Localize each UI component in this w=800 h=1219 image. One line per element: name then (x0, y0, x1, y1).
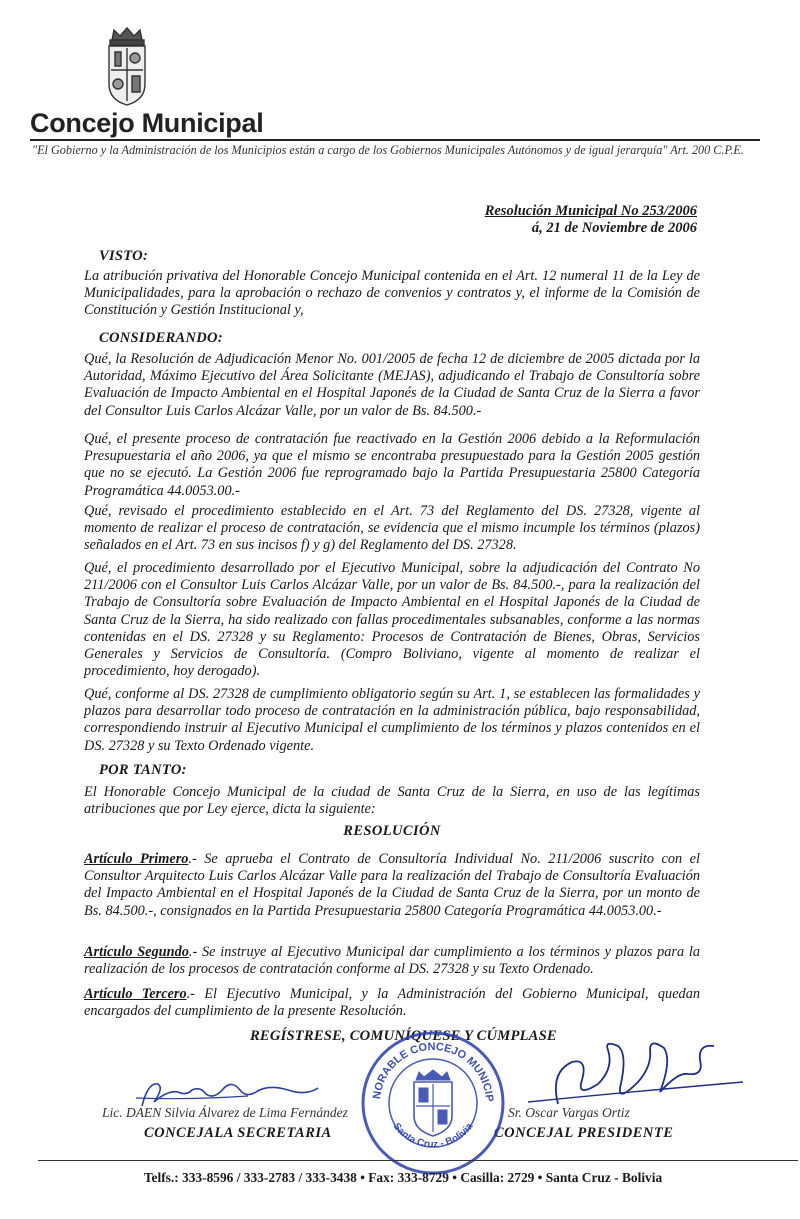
article-segundo (84, 944, 700, 978)
closing-formula: REGÍSTRESE, COMUNÍQUESE Y CÚMPLASE (250, 1028, 557, 1044)
header-motto: "El Gobierno y la Administración de los Municipios están a cargo de los Gobiernos Municipales Autónomos y de igual jerarquía" Art. 200 C.P.E. (32, 143, 744, 157)
article-tercero (84, 986, 700, 1020)
coat-of-arms-icon (104, 26, 150, 108)
considerando-paragraph: Qué, la Resolución de Adjudicación Menor No. 001/2005 de fecha 12 de diciembre de 2005 dictada por la Autoridad, Máximo Ejecutivo del Área Solicitante (MEJAS), adjudicando el Trabajo de Consultoría sobre Evaluación de Impacto Ambiental en el Hospital Japonés de la Ciudad de Santa Cruz de la Sierra a favor del Consultor Luis Carlos Alcázar Valle, por un valor de Bs. 84.500.- (84, 351, 700, 419)
article-text: .- Se aprueba el Contrato de Consultoría Individual No. 211/2006 suscrito con el Consultor Arquitecto Luis Carlos Alcázar Valle para la realización del Trabajo de Consultoría Evaluación del Impacto Ambiental en el Hospital Japonés de la Ciudad de Santa Cruz de la Sierra, por un monto de Bs. 84.500.-, consignados en la Partida Presupuestaria 25800 Categoría Programática 44.0053.00.- (84, 851, 700, 919)
article-text: .- El Ejecutivo Municipal, y la Administración del Gobierno Municipal, quedan encargados del cumplimiento de la presente Resolución. (84, 986, 700, 1020)
article-label: Artículo Primero (84, 851, 189, 867)
signatory-role: CONCEJAL PRESIDENTE (494, 1125, 674, 1141)
visto-text: La atribución privativa del Honorable Concejo Municipal contenida en el Art. 12 numeral 11 de la Ley de Municipalidades, para la aprobación o rechazo de convenios y contratos y, el informe de la Comisión de Constitución y Gestión Institucional y, (84, 268, 700, 319)
por-tanto-text: El Honorable Concejo Municipal de la ciudad de Santa Cruz de la Sierra, en uso de las legítimas atribuciones que por Ley ejerce, dicta la siguiente: (84, 784, 700, 818)
signatory-name: Sr. Oscar Vargas Ortiz (508, 1105, 630, 1120)
considerando-heading: CONSIDERANDO: (99, 330, 223, 346)
signatory-role: CONCEJALA SECRETARIA (144, 1125, 332, 1141)
seal-city: Santa Cruz - Bolivia (390, 1121, 476, 1151)
footer-divider (38, 1160, 798, 1161)
footer-contact: Telfs.: 333-8596 / 333-2783 / 333-3438 • Fax: 333-8729 • Casilla: 2729 • Santa Cruz - Bolivia (143, 1170, 663, 1185)
resolution-number: Resolución Municipal No 253/2006 (484, 203, 697, 219)
seal-text: HONORABLE CONCEJO MUNICIPAL (353, 1019, 496, 1102)
signatory-name: Lic. DAEN Silvia Álvarez de Lima Fernández (102, 1105, 348, 1120)
article-primero (84, 851, 700, 920)
article-label: Artículo Tercero (84, 986, 187, 1002)
visto-heading: VISTO: (99, 248, 149, 264)
resolution-date: á, 21 de Noviembre de 2006 (531, 220, 697, 236)
resolucion-heading: RESOLUCIÓN (343, 823, 441, 839)
article-label: Artículo Segundo (84, 944, 189, 960)
por-tanto-heading: POR TANTO: (99, 762, 187, 778)
org-title: Concejo Municipal (30, 108, 264, 138)
considerando-paragraph: Qué, el presente proceso de contratación fue reactivado en la Gestión 2006 debido a la Reformulación Presupuestaria el año 2006, ya que el mismo se encontraba presupuestado para la Gestión 2005 gestión que no se ejecutó. La Gestión 2006 fue reprogramado bajo la Partida Presupuestaria 25800 Categoría Programática 44.0053.00.- (84, 431, 700, 499)
considerando-paragraph: Qué, el procedimiento desarrollado por el Ejecutivo Municipal, sobre la adjudicación del Contrato No 211/2006 con el Consultor Luis Carlos Alcázar Valle, por un valor de Bs. 84.500.-, para la realización del Trabajo de Consultoría sobre Evaluación de Impacto Ambiental en el Hospital Japonés de la Ciudad de Santa Cruz de la Sierra, ha sido realizado con fallas procedimentales subsanables, conforme a las normas contenidas en el DS. 27328 y su Reglamento: Procesos de Contratación de Bienes, Obras, Servicios Generales y Servicios de Consultoría. (Compro Boliviano, vigente al momento de realizar el procedimiento, hoy derogado). (84, 560, 700, 680)
considerando-paragraph: Qué, conforme al DS. 27328 de cumplimiento obligatorio según su Art. 1, se establecen las formalidades y plazos para desarrollar todo proceso de contratación en la administración pública, bajo responsabilidad, correspondiendo instruir al Ejecutivo Municipal el cumplimiento de los términos y plazos contenidos en el DS. 27328 y su Texto Ordenado vigente. (84, 686, 700, 754)
article-text: .- Se instruye al Ejecutivo Municipal dar cumplimiento a los términos y plazos para la realización de los procesos de contratación conforme al DS. 27328 y su Texto Ordenado. (84, 944, 701, 978)
header-divider (30, 139, 760, 141)
considerando-paragraph: Qué, revisado el procedimiento establecido en el Art. 73 del Reglamento del DS. 27328, vigente al momento de realizar el proceso de contratación, se evidencia que el mismo incumple los términos (plazos) señalados en el Art. 73 en sus incisos f) y g) del Reglamento del DS. 27328. (84, 503, 700, 554)
